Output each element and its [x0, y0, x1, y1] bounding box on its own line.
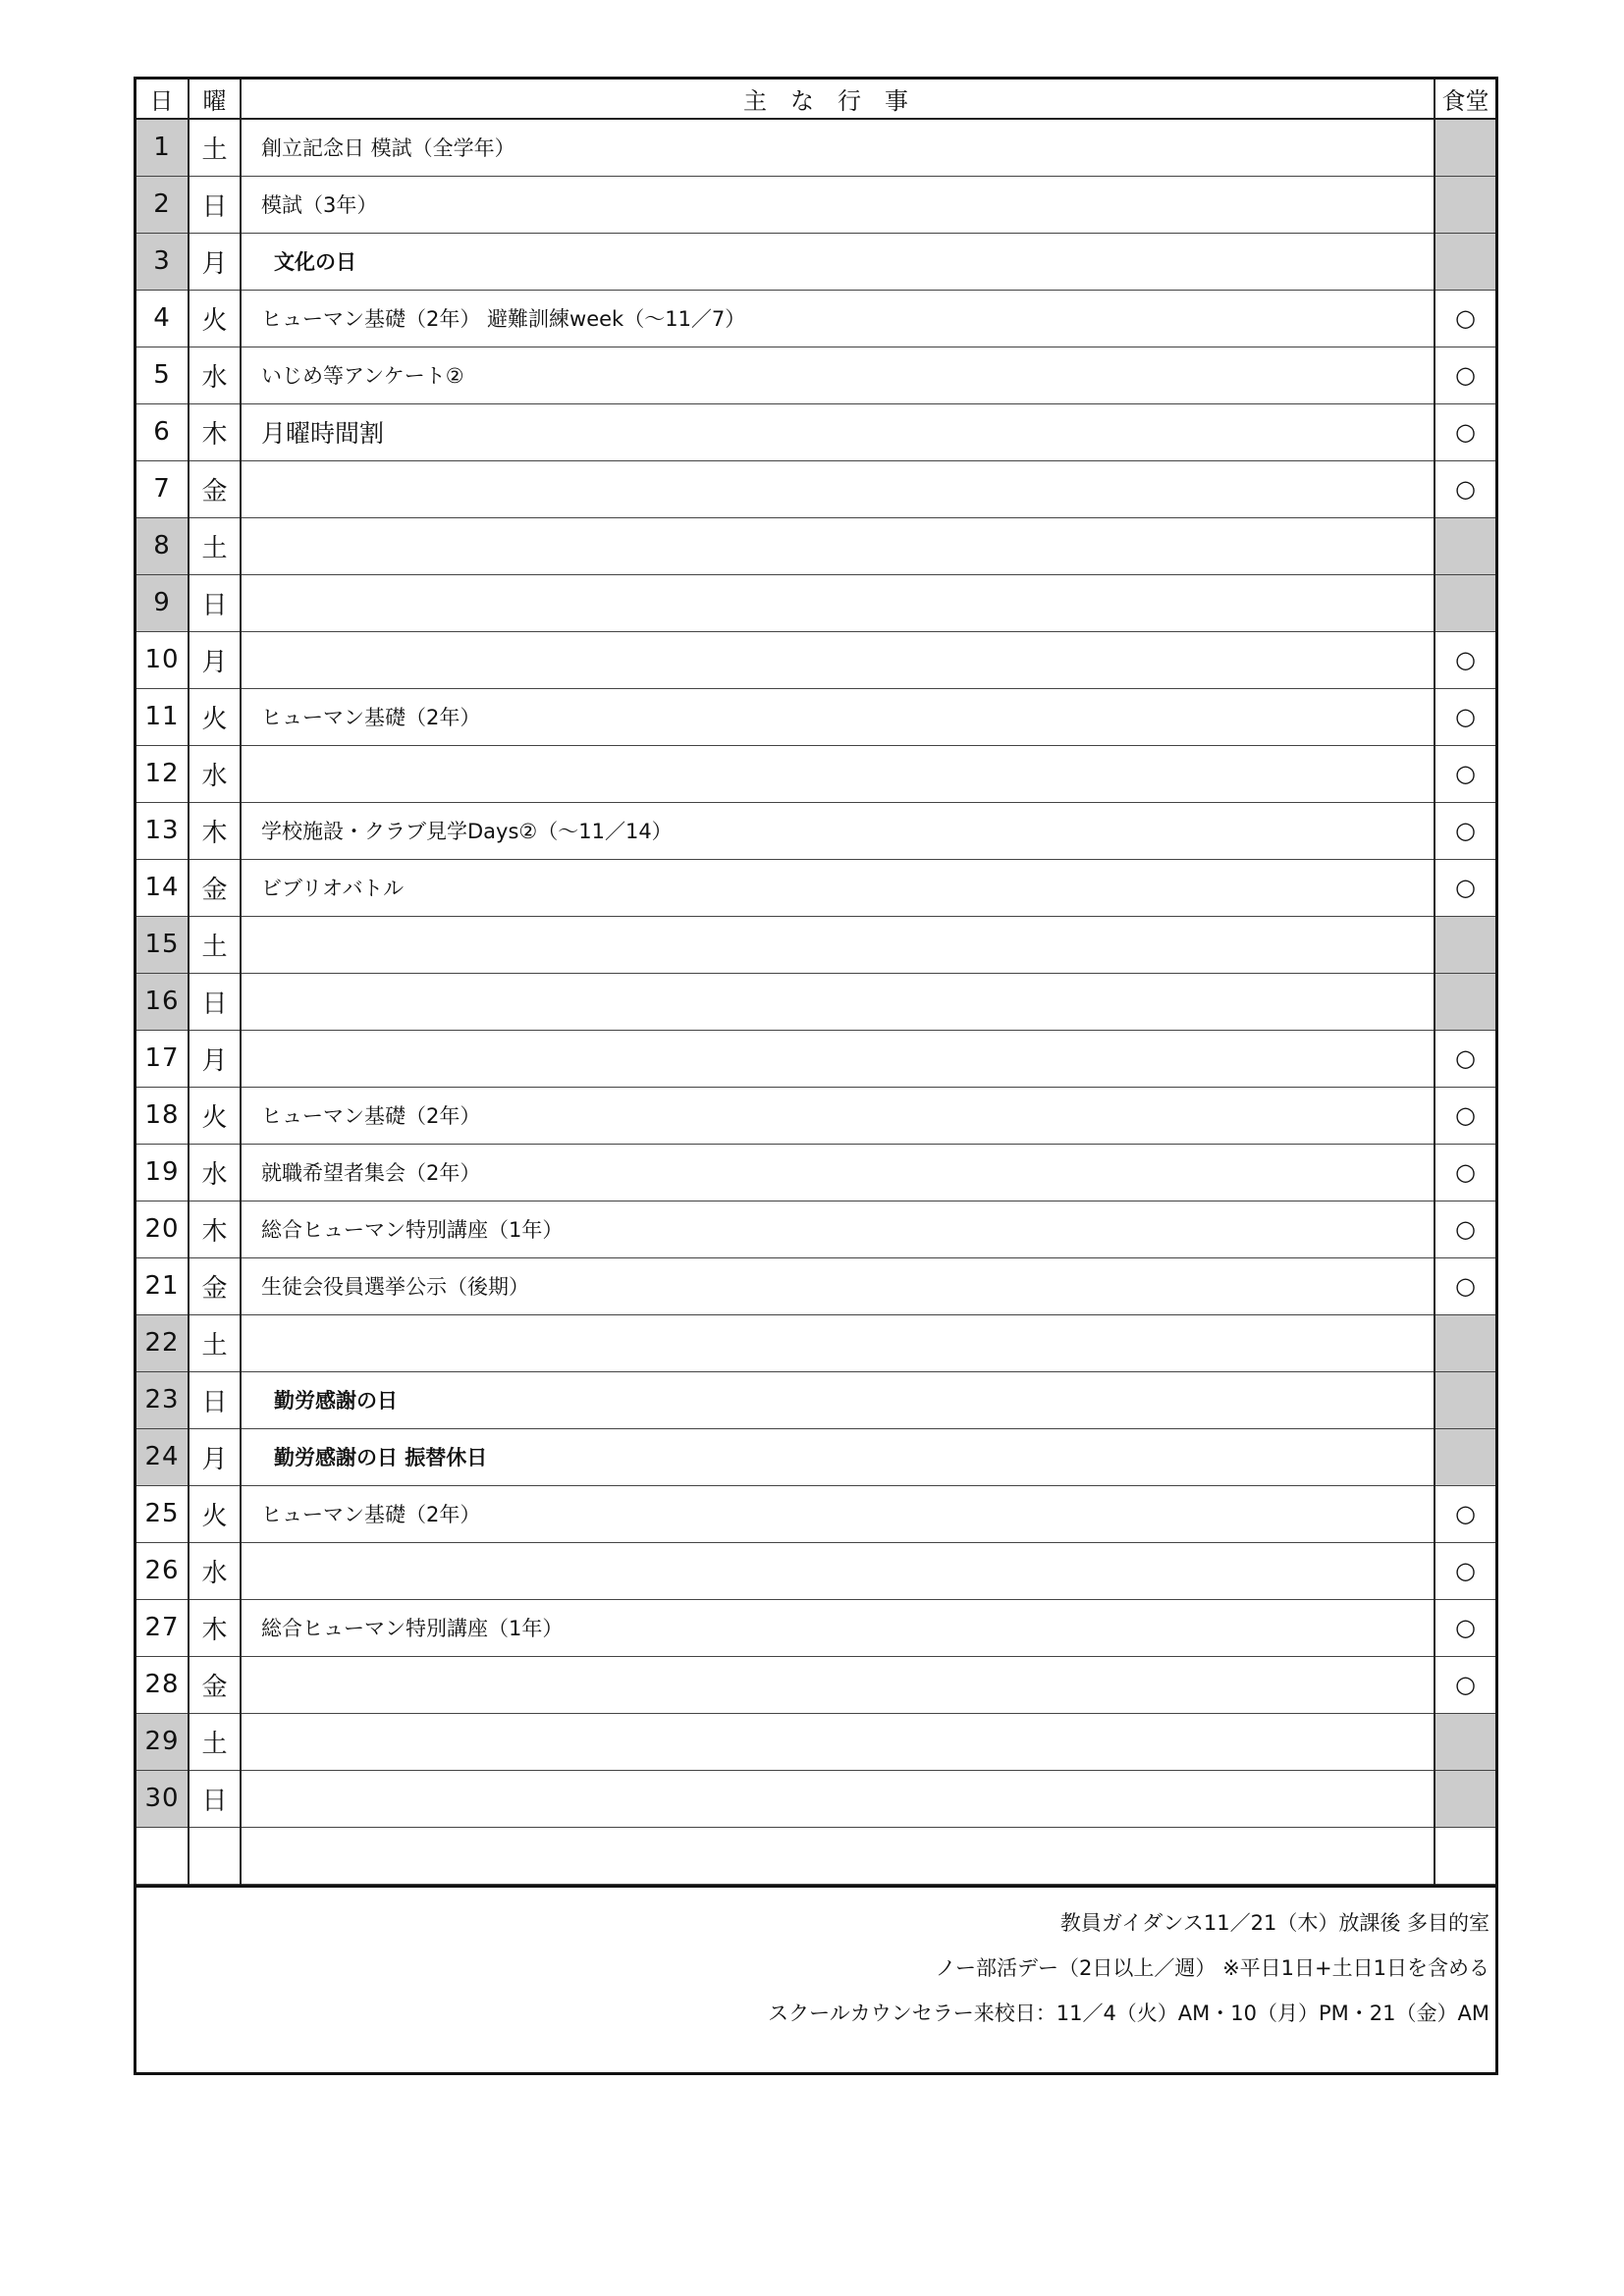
cafeteria-status: ○	[1435, 1656, 1495, 1713]
cafeteria-status: ○	[1435, 1485, 1495, 1542]
events-column-header: 主な行事	[241, 80, 1435, 119]
cafeteria-status: ○	[1435, 347, 1495, 403]
cafeteria-status: ○	[1435, 1257, 1495, 1314]
day-number: 12	[136, 745, 189, 802]
day-number: 16	[136, 973, 189, 1030]
day-number: 18	[136, 1087, 189, 1144]
event-text	[241, 1314, 1435, 1371]
table-row	[136, 973, 1495, 1030]
table-row	[136, 347, 1495, 403]
table-row	[136, 1030, 1495, 1087]
event-text: 勤労感謝の日 振替休日	[241, 1428, 1435, 1485]
day-number: 8	[136, 517, 189, 574]
event-text: 勤労感謝の日	[241, 1371, 1435, 1428]
table-row	[136, 1314, 1495, 1371]
weekday: 土	[189, 517, 241, 574]
table-row	[136, 233, 1495, 290]
event-text	[241, 1770, 1435, 1827]
table-row	[136, 403, 1495, 460]
table-row	[136, 176, 1495, 233]
note-school-counselor: スクールカウンセラー来校日：11／4（火）AM・10（月）PM・21（金）AM	[768, 2001, 1489, 2025]
header-row	[136, 80, 1495, 119]
day-number: 9	[136, 574, 189, 631]
day-column-header: 日	[136, 80, 189, 119]
table-row	[136, 290, 1495, 347]
weekday: 火	[189, 1087, 241, 1144]
event-text	[241, 1542, 1435, 1599]
day-number: 22	[136, 1314, 189, 1371]
event-text: ヒューマン基礎（2年） 避難訓練week（～11／7）	[241, 290, 1435, 347]
event-text: ヒューマン基礎（2年）	[241, 688, 1435, 745]
day-number: 30	[136, 1770, 189, 1827]
cafeteria-status	[1435, 1371, 1495, 1428]
event-text: 創立記念日 模試（全学年）	[241, 119, 1435, 176]
monthly-schedule-sheet	[134, 77, 1498, 2075]
table-row	[136, 859, 1495, 916]
cafeteria-column-header: 食堂	[1435, 80, 1495, 119]
table-row	[136, 517, 1495, 574]
event-text	[241, 1656, 1435, 1713]
weekday: 日	[189, 1770, 241, 1827]
table-row	[136, 688, 1495, 745]
cafeteria-status	[1435, 1314, 1495, 1371]
day-number: 28	[136, 1656, 189, 1713]
day-number: 17	[136, 1030, 189, 1087]
table-row	[136, 1656, 1495, 1713]
table-row	[136, 745, 1495, 802]
weekday: 水	[189, 347, 241, 403]
event-text: 月曜時間割	[241, 403, 1435, 460]
table-row	[136, 574, 1495, 631]
day-number: 27	[136, 1599, 189, 1656]
table-row	[136, 1201, 1495, 1257]
cafeteria-status	[1435, 574, 1495, 631]
cafeteria-status: ○	[1435, 290, 1495, 347]
event-text: 学校施設・クラブ見学Days②（～11／14）	[241, 802, 1435, 859]
event-text	[241, 1030, 1435, 1087]
cafeteria-status	[1435, 973, 1495, 1030]
event-text: 総合ヒューマン特別講座（1年）	[241, 1599, 1435, 1656]
weekday: 日	[189, 973, 241, 1030]
cafeteria-status	[1435, 517, 1495, 574]
weekday: 土	[189, 1713, 241, 1770]
cafeteria-status	[1435, 233, 1495, 290]
table-row	[136, 1485, 1495, 1542]
weekday: 土	[189, 1314, 241, 1371]
weekday: 木	[189, 1599, 241, 1656]
event-text	[241, 460, 1435, 517]
event-text: 模試（3年）	[241, 176, 1435, 233]
table-row	[136, 1144, 1495, 1201]
day-number	[136, 1827, 189, 1884]
table-row	[136, 1087, 1495, 1144]
table-row	[136, 1599, 1495, 1656]
event-text: ヒューマン基礎（2年）	[241, 1087, 1435, 1144]
event-text	[241, 517, 1435, 574]
day-number: 10	[136, 631, 189, 688]
cafeteria-status: ○	[1435, 460, 1495, 517]
weekday: 木	[189, 403, 241, 460]
day-number: 23	[136, 1371, 189, 1428]
day-number: 15	[136, 916, 189, 973]
event-text	[241, 973, 1435, 1030]
cafeteria-status	[1435, 119, 1495, 176]
cafeteria-status	[1435, 916, 1495, 973]
day-number: 13	[136, 802, 189, 859]
weekday: 水	[189, 1144, 241, 1201]
day-number: 19	[136, 1144, 189, 1201]
day-number: 21	[136, 1257, 189, 1314]
weekday: 金	[189, 859, 241, 916]
cafeteria-status: ○	[1435, 1542, 1495, 1599]
table-row	[136, 1542, 1495, 1599]
weekday: 水	[189, 1542, 241, 1599]
table-row	[136, 1770, 1495, 1827]
note-teacher-guidance: 教員ガイダンス11／21（木）放課後 多目的室	[1059, 1910, 1489, 1935]
weekday: 土	[189, 119, 241, 176]
day-number: 6	[136, 403, 189, 460]
event-text: 総合ヒューマン特別講座（1年）	[241, 1201, 1435, 1257]
event-text	[241, 745, 1435, 802]
day-number: 14	[136, 859, 189, 916]
day-number: 20	[136, 1201, 189, 1257]
day-number: 26	[136, 1542, 189, 1599]
cafeteria-status: ○	[1435, 1201, 1495, 1257]
cafeteria-status: ○	[1435, 1144, 1495, 1201]
weekday: 火	[189, 688, 241, 745]
day-number: 24	[136, 1428, 189, 1485]
day-number: 3	[136, 233, 189, 290]
weekday: 木	[189, 802, 241, 859]
event-text	[241, 574, 1435, 631]
weekday: 火	[189, 290, 241, 347]
weekday: 金	[189, 1257, 241, 1314]
cafeteria-status: ○	[1435, 859, 1495, 916]
day-number: 5	[136, 347, 189, 403]
day-number: 4	[136, 290, 189, 347]
cafeteria-status	[1435, 1827, 1495, 1884]
day-number: 29	[136, 1713, 189, 1770]
cafeteria-status	[1435, 1428, 1495, 1485]
weekday: 金	[189, 1656, 241, 1713]
cafeteria-status: ○	[1435, 688, 1495, 745]
event-text: 生徒会役員選挙公示（後期）	[241, 1257, 1435, 1314]
weekday: 月	[189, 631, 241, 688]
day-number: 2	[136, 176, 189, 233]
notes-section	[136, 1885, 1495, 2072]
weekday	[189, 1827, 241, 1884]
event-text	[241, 916, 1435, 973]
event-text: 文化の日	[241, 233, 1435, 290]
table-row	[136, 802, 1495, 859]
table-row	[136, 1257, 1495, 1314]
event-text	[241, 631, 1435, 688]
table-row	[136, 916, 1495, 973]
schedule-table	[136, 80, 1495, 1885]
day-number: 1	[136, 119, 189, 176]
cafeteria-status	[1435, 1770, 1495, 1827]
weekday: 日	[189, 574, 241, 631]
table-row	[136, 1371, 1495, 1428]
weekday: 月	[189, 233, 241, 290]
cafeteria-status: ○	[1435, 631, 1495, 688]
note-no-club-day: ノー部活デー（2日以上／週） ※平日1日+土日1日を含める	[935, 1955, 1489, 1980]
cafeteria-status: ○	[1435, 745, 1495, 802]
cafeteria-status: ○	[1435, 1030, 1495, 1087]
cafeteria-status: ○	[1435, 802, 1495, 859]
event-text: ビブリオバトル	[241, 859, 1435, 916]
day-number: 11	[136, 688, 189, 745]
weekday: 水	[189, 745, 241, 802]
weekday: 日	[189, 1371, 241, 1428]
weekday: 土	[189, 916, 241, 973]
event-text: 就職希望者集会（2年）	[241, 1144, 1435, 1201]
cafeteria-status: ○	[1435, 1599, 1495, 1656]
table-row	[136, 631, 1495, 688]
event-text: ヒューマン基礎（2年）	[241, 1485, 1435, 1542]
table-row	[136, 1428, 1495, 1485]
cafeteria-status	[1435, 176, 1495, 233]
cafeteria-status: ○	[1435, 403, 1495, 460]
event-text	[241, 1713, 1435, 1770]
weekday: 金	[189, 460, 241, 517]
weekday: 日	[189, 176, 241, 233]
weekday: 月	[189, 1030, 241, 1087]
day-number: 7	[136, 460, 189, 517]
table-row	[136, 1713, 1495, 1770]
weekday: 木	[189, 1201, 241, 1257]
schedule-rows	[136, 119, 1495, 1884]
weekday-column-header: 曜	[189, 80, 241, 119]
event-text: いじめ等アンケート②	[241, 347, 1435, 403]
event-text	[241, 1827, 1435, 1884]
table-row	[136, 460, 1495, 517]
cafeteria-status	[1435, 1713, 1495, 1770]
table-row	[136, 1827, 1495, 1884]
cafeteria-status: ○	[1435, 1087, 1495, 1144]
day-number: 25	[136, 1485, 189, 1542]
table-row	[136, 119, 1495, 176]
weekday: 火	[189, 1485, 241, 1542]
weekday: 月	[189, 1428, 241, 1485]
